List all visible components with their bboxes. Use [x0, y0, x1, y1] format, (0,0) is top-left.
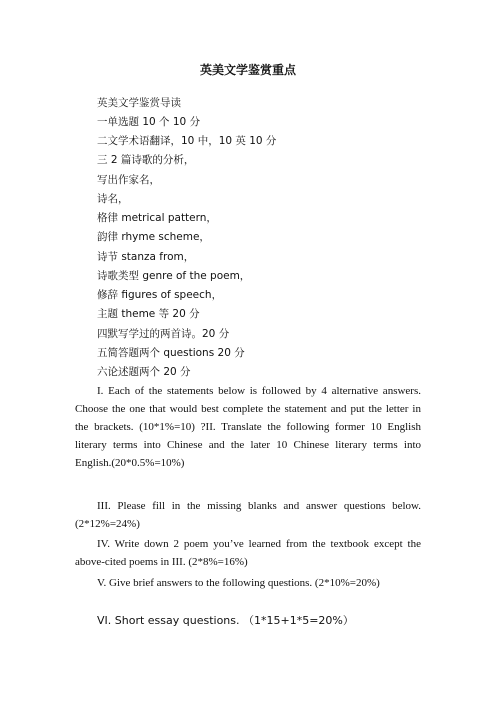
document-title: 英美文学鉴赏重点: [199, 63, 296, 77]
outline-line: 一单选题 10 个 10 分: [97, 116, 201, 128]
outline-line: 修辞 figures of speech，: [97, 289, 223, 301]
exam-section-6: VI. Short essay questions. （1*15+1*5=20%）: [97, 614, 354, 627]
outline-line: 格律 metrical pattern，: [97, 212, 217, 224]
outline-line: 英美文学鉴赏导读: [97, 97, 181, 109]
outline-line: 五简答题两个 questions 20 分: [97, 347, 245, 359]
outline-line: 二文学术语翻译，10 中，10 英 10 分: [97, 135, 277, 147]
outline-line: 诗节 stanza from，: [97, 251, 195, 263]
outline-line: 主题 theme 等 20 分: [97, 308, 200, 320]
outline-line: 诗名，: [97, 193, 129, 205]
exam-section-5: V. Give brief answers to the following questions. (2*10%=20%): [97, 577, 380, 589]
outline-line: 六论述题两个 20 分: [97, 366, 191, 378]
outline-line: 韵律 rhyme scheme，: [97, 231, 210, 243]
outline-line: 四默写学过的两首诗。20 分: [97, 328, 230, 340]
outline-line: 写出作家名，: [97, 174, 160, 186]
outline-line: 三 2 篇诗歌的分析，: [97, 154, 195, 166]
outline-line: 诗歌类型 genre of the poem，: [97, 270, 251, 282]
exam-section-1-2: I. Each of the statements below is followed by 4 alternative answers. Choose the one that would best complete the statement and put the letter in the brackets. (10*1%=10) ?II. Translate the following former 10 English literary terms into Chinese and the later 10 Chinese literary terms into English.(20*0.5%=10%): [75, 385, 421, 469]
exam-section-3: III. Please fill in the missing blanks and answer questions below. (2*12%=24%): [75, 500, 421, 530]
exam-section-4: IV. Write down 2 poem you’ve learned from the textbook except the above-cited poems in III. (2*8%=16%): [75, 538, 421, 568]
